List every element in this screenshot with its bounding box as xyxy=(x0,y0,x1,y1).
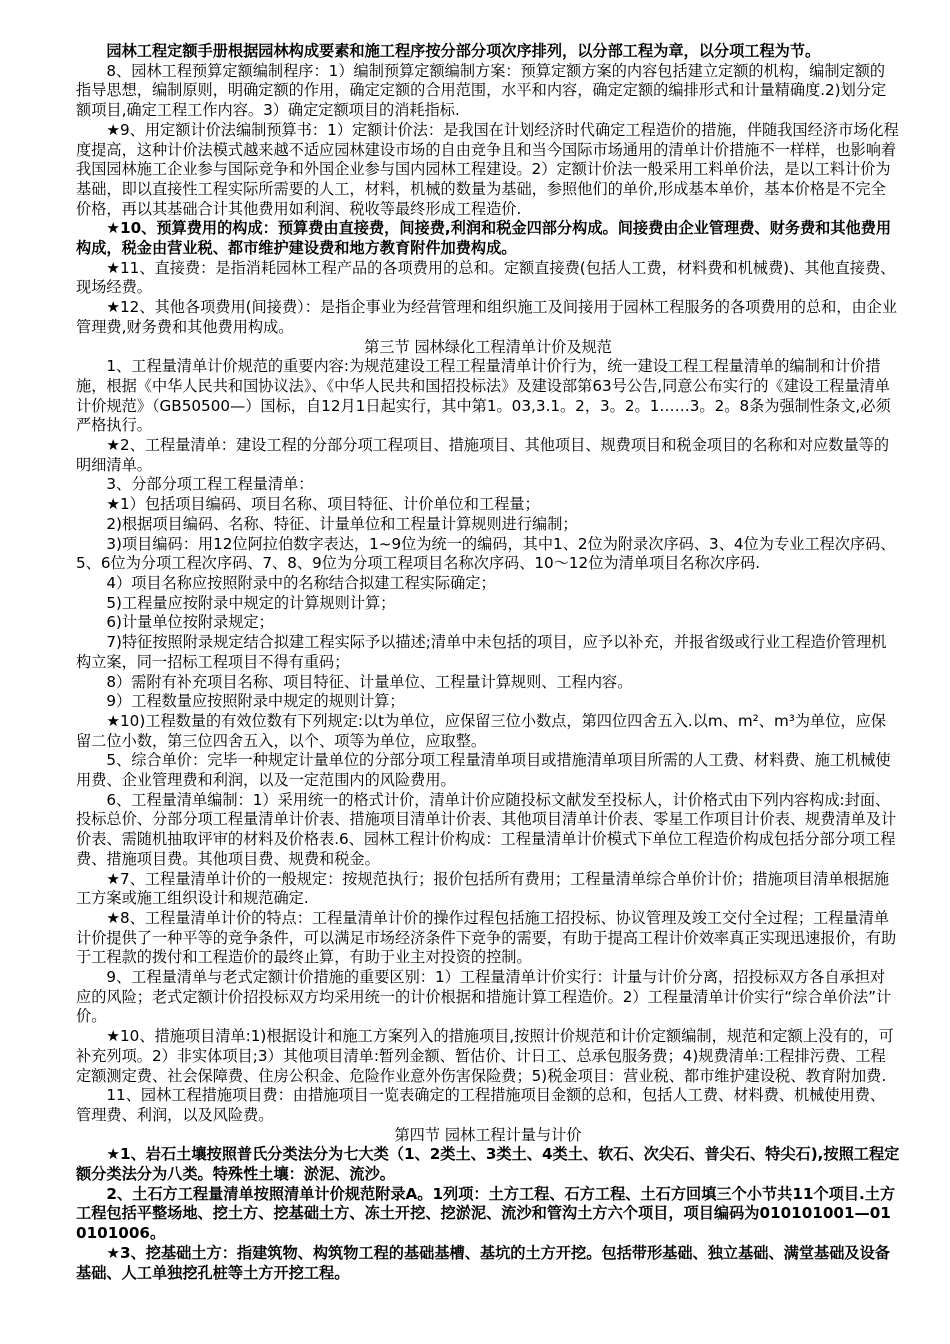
paragraph: ★2、工程量清单：建设工程的分部分项工程项目、措施项目、其他项目、规费项目和税金项目的名称和对应数量等的明细清单。 xyxy=(76,436,890,474)
paragraph: 11、园林工程措施项目费：由措施项目一览表确定的工程措施项目金额的总和，包括人工费、材料费、机械使用费、管理费、利润，以及风险费。 xyxy=(76,1086,886,1124)
section-heading: 第四节 园林工程计量与计价 xyxy=(394,1125,582,1144)
paragraph: 8、园林工程预算定额编制程序：1）编制预算定额编制方案：预算定额方案的内容包括建立定额的机构，编制定额的指导思想，编制原则，明确定额的作用，确定定额的合用范围，水平和内容，确定定额的编排形式和计量精确度.2)划分定额项目,确定工程工作内容。3）确定定额项目的消耗指标. xyxy=(76,61,887,120)
paragraph: ★3、挖基础土方：指建筑物、构筑物工程的基础基槽、基坑的土方开挖。包括带形基础、独立基础、满堂基础及设备基础、人工单独挖孔桩等土方开挖工程。 xyxy=(76,1243,890,1282)
paragraph: 3)项目编码：用12位阿拉伯数字表达，1~9位为统一的编码，其中1、2位为附录次序码、3、4位为专业工程次序码、5、6位为分项工程次序码、7、8、9位为分项工程项目名称次序码、10～12位为清单项目名称次序码. xyxy=(76,534,896,573)
paragraph: 8）需附有补充项目名称、项目特征、计量单位、工程量计算规则、工程内容。 xyxy=(106,672,633,691)
paragraph: ★1）包括项目编码、项目名称、项目特征、计价单位和工程量； xyxy=(106,495,540,514)
paragraph: 3、分部分项工程工程量清单： xyxy=(106,475,314,494)
paragraph: ★7、工程量清单计价的一般规定：按规范执行；报价包括所有费用；工程量清单综合单价计价；措施项目清单根据施工方案或施工组织设计和规范确定. xyxy=(76,869,890,908)
paragraph: 1、工程量清单计价规范的重要内容:为规范建设工程工程量清单计价行为，统一建设工程工程量清单的编制和计价措施，根据《中华人民共和国协议法》、《中华人民共和国招投标法》及建设部第63号公告,同意公布实行的《建设工程量清单计价规范》（GB50500—）国标，自12月1日起实行，其中第1。03,3.1。2，3。2。1……3。2。8条为强制性条文,必须严格执行。 xyxy=(76,357,891,435)
paragraph: 9、工程量清单与老式定额计价措施的重要区别：1）工程量清单计价实行：计量与计价分离，招投标双方各自承担对应的风险；老式定额计价招投标双方均采用统一的计价根据和措施计算工程造价。2）工程量清单计价实行“综合单价法”计价。 xyxy=(76,968,892,1026)
paragraph: ★9、用定额计价法编制预算书：1）定额计价法：是我国在计划经济时代确定工程造价的措施，伴随我国经济市场化程度提高，这种计价法模式越来越不适应园林建设市场的自由竞争且和当今国际市场通用的清单计价措施不一样样，也影响着我国园林施工企业参与国际竞争和外国企业参与国内园林工程建设。2）定额计价法一般采用工料单价法，是以工料计价为基础，即以直接性工程实际所需要的人工，材料，机械的数量为基础，参照他们的单价,形成基本单价，基本价格是不完全价格，再以其基础合计其他费用如利润、税收等最终形成工程造价. xyxy=(76,120,899,218)
paragraph: 5)工程量应按附录中规定的计算规则计算； xyxy=(106,593,396,612)
paragraph: ★8、工程量清单计价的特点：工程量清单计价的操作过程包括施工招投标、协议管理及竣工交付全过程；工程量清单计价提供了一种平等的竞争条件，可以满足市场经济条件下竞争的需要，有助于提高工程计价效率真正实现迅速报价，有助于工程款的拨付和工程造价的最终止算，有助于业主对投资的控制。 xyxy=(76,908,897,967)
paragraph: ★12、其他各项费用(间接费）：是指企事业为经营管理和组织施工及间接用于园林工程服务的各项费用的总和，由企业管理费,财务费和其他费用构成。 xyxy=(76,298,898,336)
paragraph: ★11、直接费：是指消耗园林工程产品的各项费用的总和。定额直接费(包括人工费，材料费和机械费)、其他直接费、现场经费。 xyxy=(76,258,896,297)
paragraph: ★1、岩石土壤按照普氏分类法分为七大类（1、2类土、3类土、4类土、软石、次尖石、普尖石、特尖石),按照工程定额分类法分为八类。特殊性土壤：淤泥、流沙。 xyxy=(76,1145,900,1184)
paragraph: ★10、预算费用的构成：预算费由直接费，间接费,利润和税金四部分构成。间接费由企业管理费、财务费和其他费用构成，税金由营业税、都市维护建设费和地方教育附件加费构成。 xyxy=(76,219,892,258)
paragraph: 4）项目名称应按照附录中的名称结合拟建工程实际确定； xyxy=(106,573,496,592)
section-heading: 第三节 园林绿化工程清单计价及规范 xyxy=(364,337,612,356)
paragraph: ★10、措施项目清单:1)根据设计和施工方案列入的措施项目,按照计价规范和计价定额编制，规范和定额上没有的，可补充列项。2）非实体项目;3）其他项目清单:暂列金额、暂估价、计日工、总承包服务费；4)规费清单:工程排污费、工程定额测定费、社会保障费、住房公积金、危险作业意外伤害保险费；5)税金项目：营业税、都市维护建设税、教育附加费. xyxy=(76,1027,894,1085)
paragraph: 7)特征按照附录规定结合拟建工程实际予以描述;清单中未包括的项目，应予以补充，并报省级或行业工程造价管理机构立案，同一招标工程项目不得有重码； xyxy=(76,633,887,671)
paragraph: ★10)工程数量的有效位数有下列规定:以t为单位，应保留三位小数点，第四位四舍五入.以m、m²、m³为单位，应保留二位小数，第三位四舍五入，以个、项等为单位，应取整。 xyxy=(76,711,886,750)
paragraph: 2)根据项目编码、名称、特征、计量单位和工程量计算规则进行编制； xyxy=(106,514,578,533)
paragraph: 6)计量单位按附录规定； xyxy=(106,613,274,632)
document-body xyxy=(76,42,900,1283)
paragraph: 园林工程定额手册根据园林构成要素和施工程序按分部分项次序排列，以分部工程为章，以分项工程为节。 xyxy=(106,42,821,60)
paragraph: 9）工程数量应按照附录中规定的规则计算； xyxy=(106,692,405,711)
paragraph: 6、工程量清单编制：1）采用统一的格式计价，清单计价应随投标文献发至投标人，计价格式由下列内容构成:封面、投标总价、分部分项工程量清单计价表、措施项目清单计价表、其他项目清单计价表、零星工作项目计价表、规费清单及计价表、需随机抽取评审的材料及价格表.6、园林工程计价构成：工程量清单计价模式下单位工程造价构成包括分部分项工程费、措施项目费。其他项目费、规费和税金。 xyxy=(76,790,897,868)
paragraph: 2、土石方工程量清单按照清单计价规范附录A。1列项：土方工程、石方工程、土石方回填三个小节共11个项目.土方工程包括平整场地、挖土方、挖基础土方、冻土开挖、挖淤泥、流沙和管沟土方六个项目，项目编码为010101001—010101006。 xyxy=(76,1184,896,1243)
paragraph: 5、综合单价：完毕一种规定计量单位的分部分项工程量清单项目或措施清单项目所需的人工费、材料费、施工机械使用费、企业管理费和利润，以及一定范围内的风险费用。 xyxy=(76,751,891,790)
